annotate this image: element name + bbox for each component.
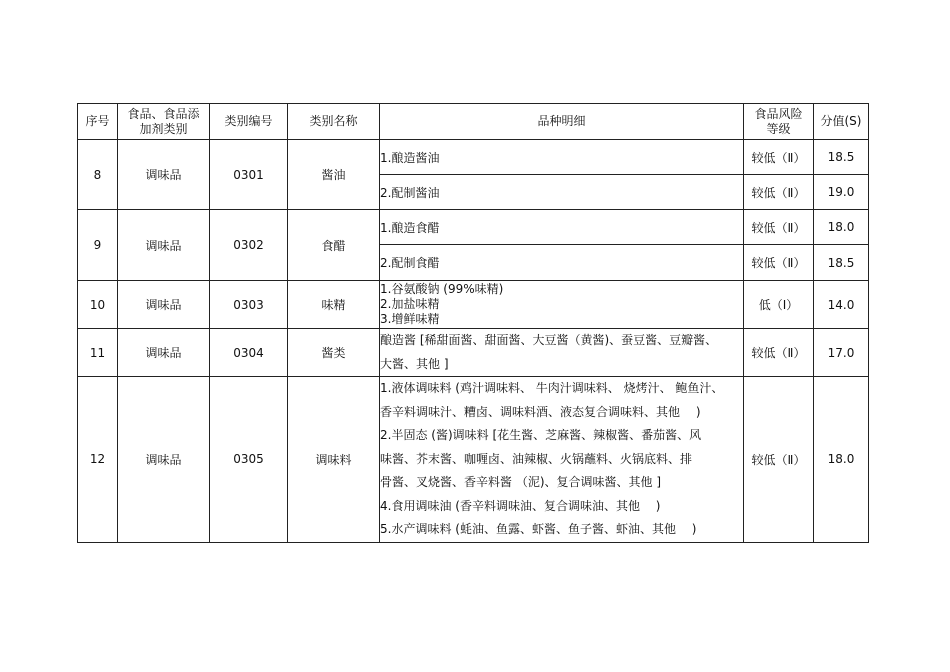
food-category-table [77, 103, 869, 543]
detail-line: 骨酱、叉烧酱、香辛料酱 （泥)、复合调味酱、其他 ] [380, 475, 661, 489]
score-cell: 14.0 [814, 281, 869, 329]
category-name-cell: 酱油 [288, 140, 380, 210]
header-variety-detail: 品种明细 [380, 104, 744, 140]
risk-level-cell: 较低（Ⅱ） [744, 140, 814, 175]
serial-no-cell: 9 [78, 210, 118, 281]
category-code-cell: 0304 [210, 329, 288, 377]
detail-line: 4.食用调味油 (香辛料调味油、复合调味油、其他 ) [380, 498, 661, 513]
detail-line: 2.半固态 (酱)调味料 [花生酱、芝麻酱、辣椒酱、番茄酱、风 [380, 428, 702, 442]
risk-level-cell: 较低（Ⅱ） [744, 245, 814, 281]
score-cell: 18.0 [814, 210, 869, 245]
detail-line: 酿造酱 [稀甜面酱、甜面酱、大豆酱（黄酱)、蚕豆酱、豆瓣酱、 [380, 333, 718, 347]
score-cell: 18.5 [814, 140, 869, 175]
food-category-cell: 调味品 [118, 281, 210, 329]
detail-line: 5.水产调味料 (蚝油、鱼露、虾酱、鱼子酱、虾油、其他 ) [380, 522, 697, 536]
serial-no-cell: 8 [78, 140, 118, 210]
risk-level-cell: 较低（Ⅱ） [744, 175, 814, 210]
category-code-cell: 0305 [210, 377, 288, 543]
category-code-cell: 0302 [210, 210, 288, 281]
variety-detail-cell [380, 281, 744, 329]
score-cell: 19.0 [814, 175, 869, 210]
risk-level-cell: 低（Ⅰ） [744, 281, 814, 329]
table-row [78, 329, 869, 377]
serial-no-cell: 11 [78, 329, 118, 377]
table-row [78, 377, 869, 543]
detail-line: 1.谷氨酸钠 (99%味精) [380, 282, 504, 296]
header-score: 分值(S) [814, 104, 869, 140]
variety-detail-cell: 2.配制酱油 [380, 175, 744, 210]
score-cell: 17.0 [814, 329, 869, 377]
food-category-cell: 调味品 [118, 140, 210, 210]
header-serial-no: 序号 [78, 104, 118, 140]
category-name-cell: 调味料 [288, 377, 380, 543]
detail-line: 大酱、其他 ] [380, 356, 449, 371]
risk-level-cell: 较低（Ⅱ） [744, 210, 814, 245]
variety-detail-cell: 1.酿造食醋 [380, 210, 744, 245]
header-risk-level: 食品风险 等级 [744, 104, 814, 140]
variety-detail-cell: 2.配制食醋 [380, 245, 744, 281]
detail-line: 2.加盐味精 [380, 297, 440, 311]
serial-no-cell: 12 [78, 377, 118, 543]
header-category-code: 类别编号 [210, 104, 288, 140]
category-name-cell: 味精 [288, 281, 380, 329]
category-name-cell: 食醋 [288, 210, 380, 281]
variety-detail-cell: 1.酿造酱油 [380, 140, 744, 175]
risk-level-cell: 较低（Ⅱ） [744, 329, 814, 377]
serial-no-cell: 10 [78, 281, 118, 329]
category-name-cell: 酱类 [288, 329, 380, 377]
variety-detail-cell [380, 377, 744, 543]
header-row [78, 104, 869, 140]
detail-line: 3.增鲜味精 [380, 312, 440, 326]
table-row [78, 281, 869, 329]
header-food-category: 食品、食品添 加剂类别 [118, 104, 210, 140]
score-cell: 18.0 [814, 377, 869, 543]
score-cell: 18.5 [814, 245, 869, 281]
food-category-cell: 调味品 [118, 377, 210, 543]
detail-line: 香辛料调味汁、糟卤、调味料酒、液态复合调味料、其他 ) [380, 404, 701, 419]
detail-line: 1.液体调味料 (鸡汁调味料、 牛肉汁调味料、 烧烤汁、 鲍鱼汁、 [380, 381, 724, 395]
category-code-cell: 0303 [210, 281, 288, 329]
header-category-name: 类别名称 [288, 104, 380, 140]
table-row [78, 210, 869, 245]
table-row [78, 140, 869, 175]
risk-level-cell: 较低（Ⅱ） [744, 377, 814, 543]
variety-detail-cell [380, 329, 744, 377]
food-category-cell: 调味品 [118, 329, 210, 377]
food-category-cell: 调味品 [118, 210, 210, 281]
category-code-cell: 0301 [210, 140, 288, 210]
detail-line: 味酱、芥末酱、咖喱卤、油辣椒、火锅蘸料、火锅底料、排 [380, 451, 693, 466]
